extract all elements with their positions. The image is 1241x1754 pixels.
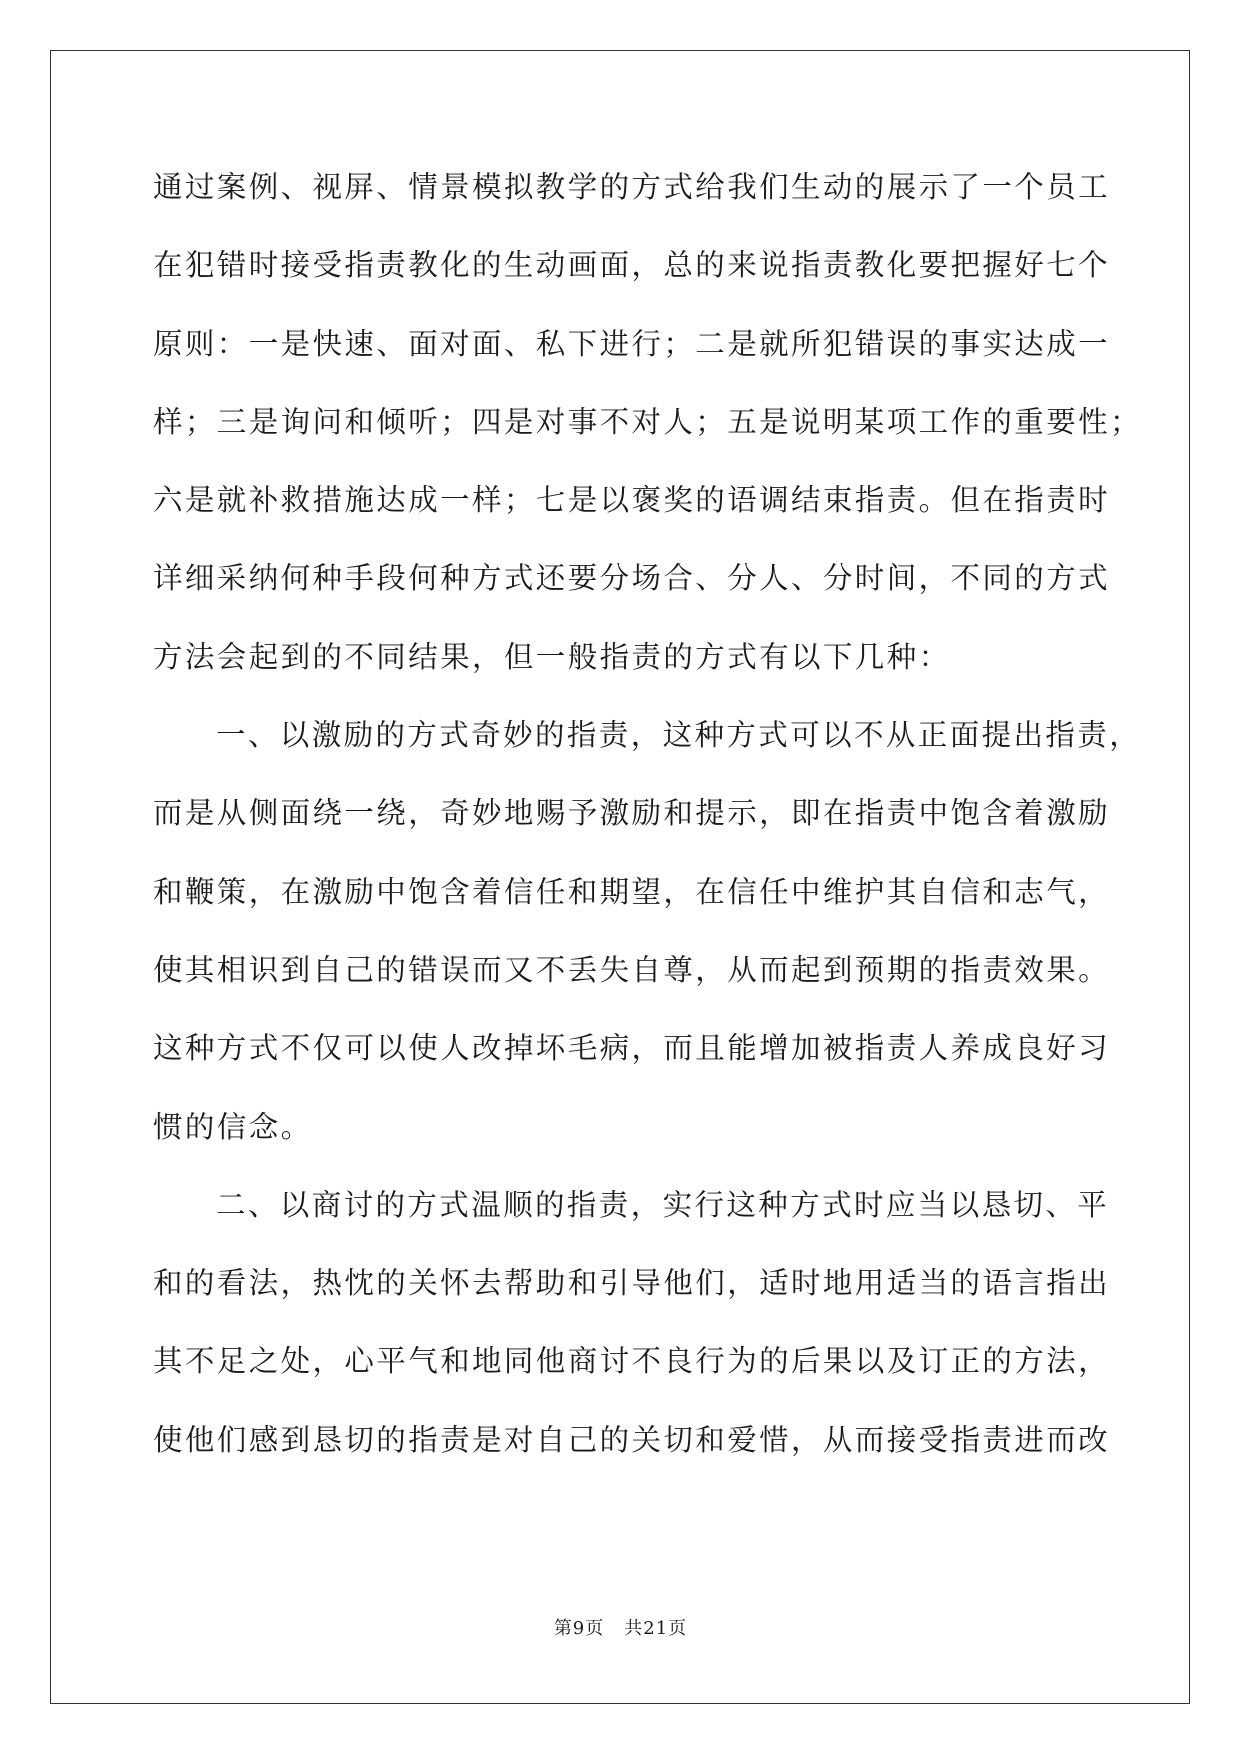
text-line: 其不足之处，心平气和地同他商讨不良行为的后果以及订正的方法， [153,1344,1111,1379]
current-page-number: 第9页 [553,1618,605,1639]
text-line: 样；三是询问和倾听；四是对事不对人；五是说明某项工作的重要性； [153,404,1142,439]
page-footer [0,1614,1241,1640]
text-line: 而是从侧面绕一绕，奇妙地赐予激励和提示，即在指责中饱含着激励 [153,796,1111,831]
text-line: 和的看法，热忱的关怀去帮助和引导他们，适时地用适当的语言指出 [153,1266,1111,1301]
text-line: 惯的信念。 [153,1109,313,1144]
text-line: 这种方式不仅可以使人改掉坏毛病，而且能增加被指责人养成良好习 [153,1031,1111,1066]
text-line: 使他们感到恳切的指责是对自己的关切和爱惜，从而接受指责进而改 [153,1422,1111,1457]
text-line: 详细采纳何种手段何种方式还要分场合、分人、分时间，不同的方式 [153,561,1111,596]
body-text [153,160,1142,1491]
text-line: 六是就补救措施达成一样；七是以褒奖的语调结束指责。但在指责时 [153,483,1111,518]
paragraph-first-line: 二、以商讨的方式温顺的指责，实行这种方式时应当以恳切、平 [216,1187,1110,1222]
text-line: 使其相识到自己的错误而又不丢失自尊，从而起到预期的指责效果。 [153,952,1111,987]
text-line: 在犯错时接受指责教化的生动画面，总的来说指责教化要把握好七个 [153,248,1111,283]
text-line: 通过案例、视屏、情景模拟教学的方式给我们生动的展示了一个员工 [153,170,1111,204]
text-line: 和鞭策，在激励中饱含着信任和期望，在信任中维护其自信和志气， [153,874,1111,909]
text-line: 原则：一是快速、面对面、私下进行；二是就所犯错误的事实达成一 [153,326,1111,361]
paragraph-first-line: 一、以激励的方式奇妙的指责，这种方式可以不从正面提出指责， [216,718,1142,753]
text-line: 方法会起到的不同结果，但一般指责的方式有以下几种： [153,639,951,674]
total-pages: 共21页 [624,1618,688,1639]
